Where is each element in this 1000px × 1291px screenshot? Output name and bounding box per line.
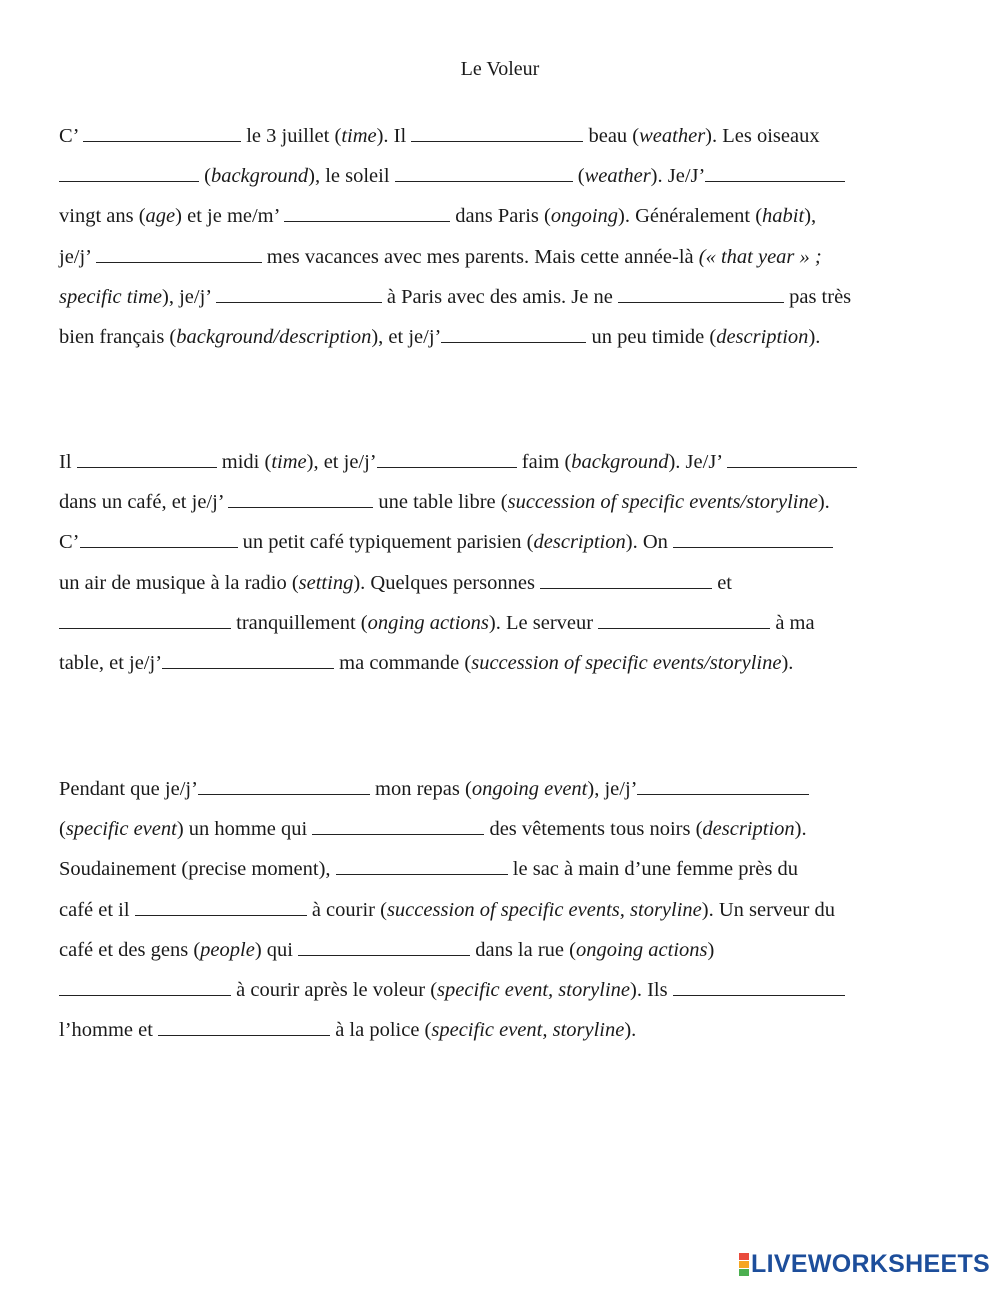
answer-blank[interactable] [198,779,370,795]
answer-blank[interactable] [540,573,712,589]
answer-blank[interactable] [312,819,484,835]
paragraph-2 [59,442,959,683]
text-line: tranquillement (onging actions). Le serveur à ma [59,603,959,643]
text-line: vingt ans (age) et je me/m’ dans Paris (ongoing). Généralement (habit), [59,205,817,228]
text-line: café et il à courir (succession of specific events, storyline). Un serveur du [59,898,835,921]
text-line: dans un café, et je/j’ une table libre (succession of specific events/storyline). [59,491,830,514]
answer-blank[interactable] [59,166,199,182]
paragraph-3 [59,769,959,1050]
answer-blank[interactable] [377,452,517,468]
page-title: Le Voleur [460,58,540,80]
answer-blank[interactable] [216,287,382,303]
answer-blank[interactable] [411,126,583,142]
text-line: un air de musique à la radio (setting). Quelques personnes et [59,571,732,594]
answer-blank[interactable] [395,166,573,182]
answer-blank[interactable] [336,859,508,875]
text-line: Il midi (time), et je/j’ faim (background). Je/J’ [59,442,959,482]
paragraph-1 [59,116,959,357]
answer-blank[interactable] [298,940,470,956]
text-line: (specific event) un homme qui des vêtements tous noirs (description). [59,818,807,841]
answer-blank[interactable] [637,779,809,795]
brand-name: LIVEWORKSHEETS [751,1249,990,1278]
text-line: C’ un petit café typiquement parisien (description). On [59,522,959,562]
text-line: Pendant que je/j’ mon repas (ongoing event), je/j’ [59,769,959,809]
answer-blank[interactable] [77,452,217,468]
answer-blank[interactable] [727,452,857,468]
answer-blank[interactable] [59,613,231,629]
text-line: table, et je/j’ ma commande (succession of specific events/storyline). [59,651,794,674]
liveworksheets-brand[interactable] [739,1249,990,1279]
liveworksheets-logo-icon [739,1253,749,1276]
answer-blank[interactable] [80,532,238,548]
text-line: Soudainement (precise moment), le sac à main d’une femme près du [59,858,798,881]
logo-block [739,1269,749,1276]
answer-blank[interactable] [598,613,770,629]
answer-blank[interactable] [673,532,833,548]
text-line: je/j’ mes vacances avec mes parents. Mais cette année-là (« that year » ; [59,245,822,268]
answer-blank[interactable] [441,327,586,343]
answer-blank[interactable] [83,126,241,142]
text-line: bien français (background/description), et je/j’ un peu timide (description). [59,325,821,348]
answer-blank[interactable] [162,653,334,669]
answer-blank[interactable] [673,980,845,996]
answer-blank[interactable] [96,247,262,263]
answer-blank[interactable] [135,900,307,916]
answer-blank[interactable] [705,166,845,182]
logo-block [739,1261,749,1268]
text-line: café et des gens (people) qui dans la rue (ongoing actions) [59,938,715,961]
answer-blank[interactable] [284,206,450,222]
text-line: à courir après le voleur (specific event, storyline). Ils [59,970,959,1010]
answer-blank[interactable] [158,1020,330,1036]
text-line: C’ le 3 juillet (time). Il beau (weather). Les oiseaux [59,125,820,147]
answer-blank[interactable] [618,287,784,303]
text-line: l’homme et à la police (specific event, storyline). [59,1019,637,1042]
text-line: (background), le soleil (weather). Je/J’ [59,156,959,196]
answer-blank[interactable] [228,492,373,508]
answer-blank[interactable] [59,980,231,996]
text-line: specific time), je/j’ à Paris avec des amis. Je ne pas très [59,285,852,308]
logo-block [739,1253,749,1260]
